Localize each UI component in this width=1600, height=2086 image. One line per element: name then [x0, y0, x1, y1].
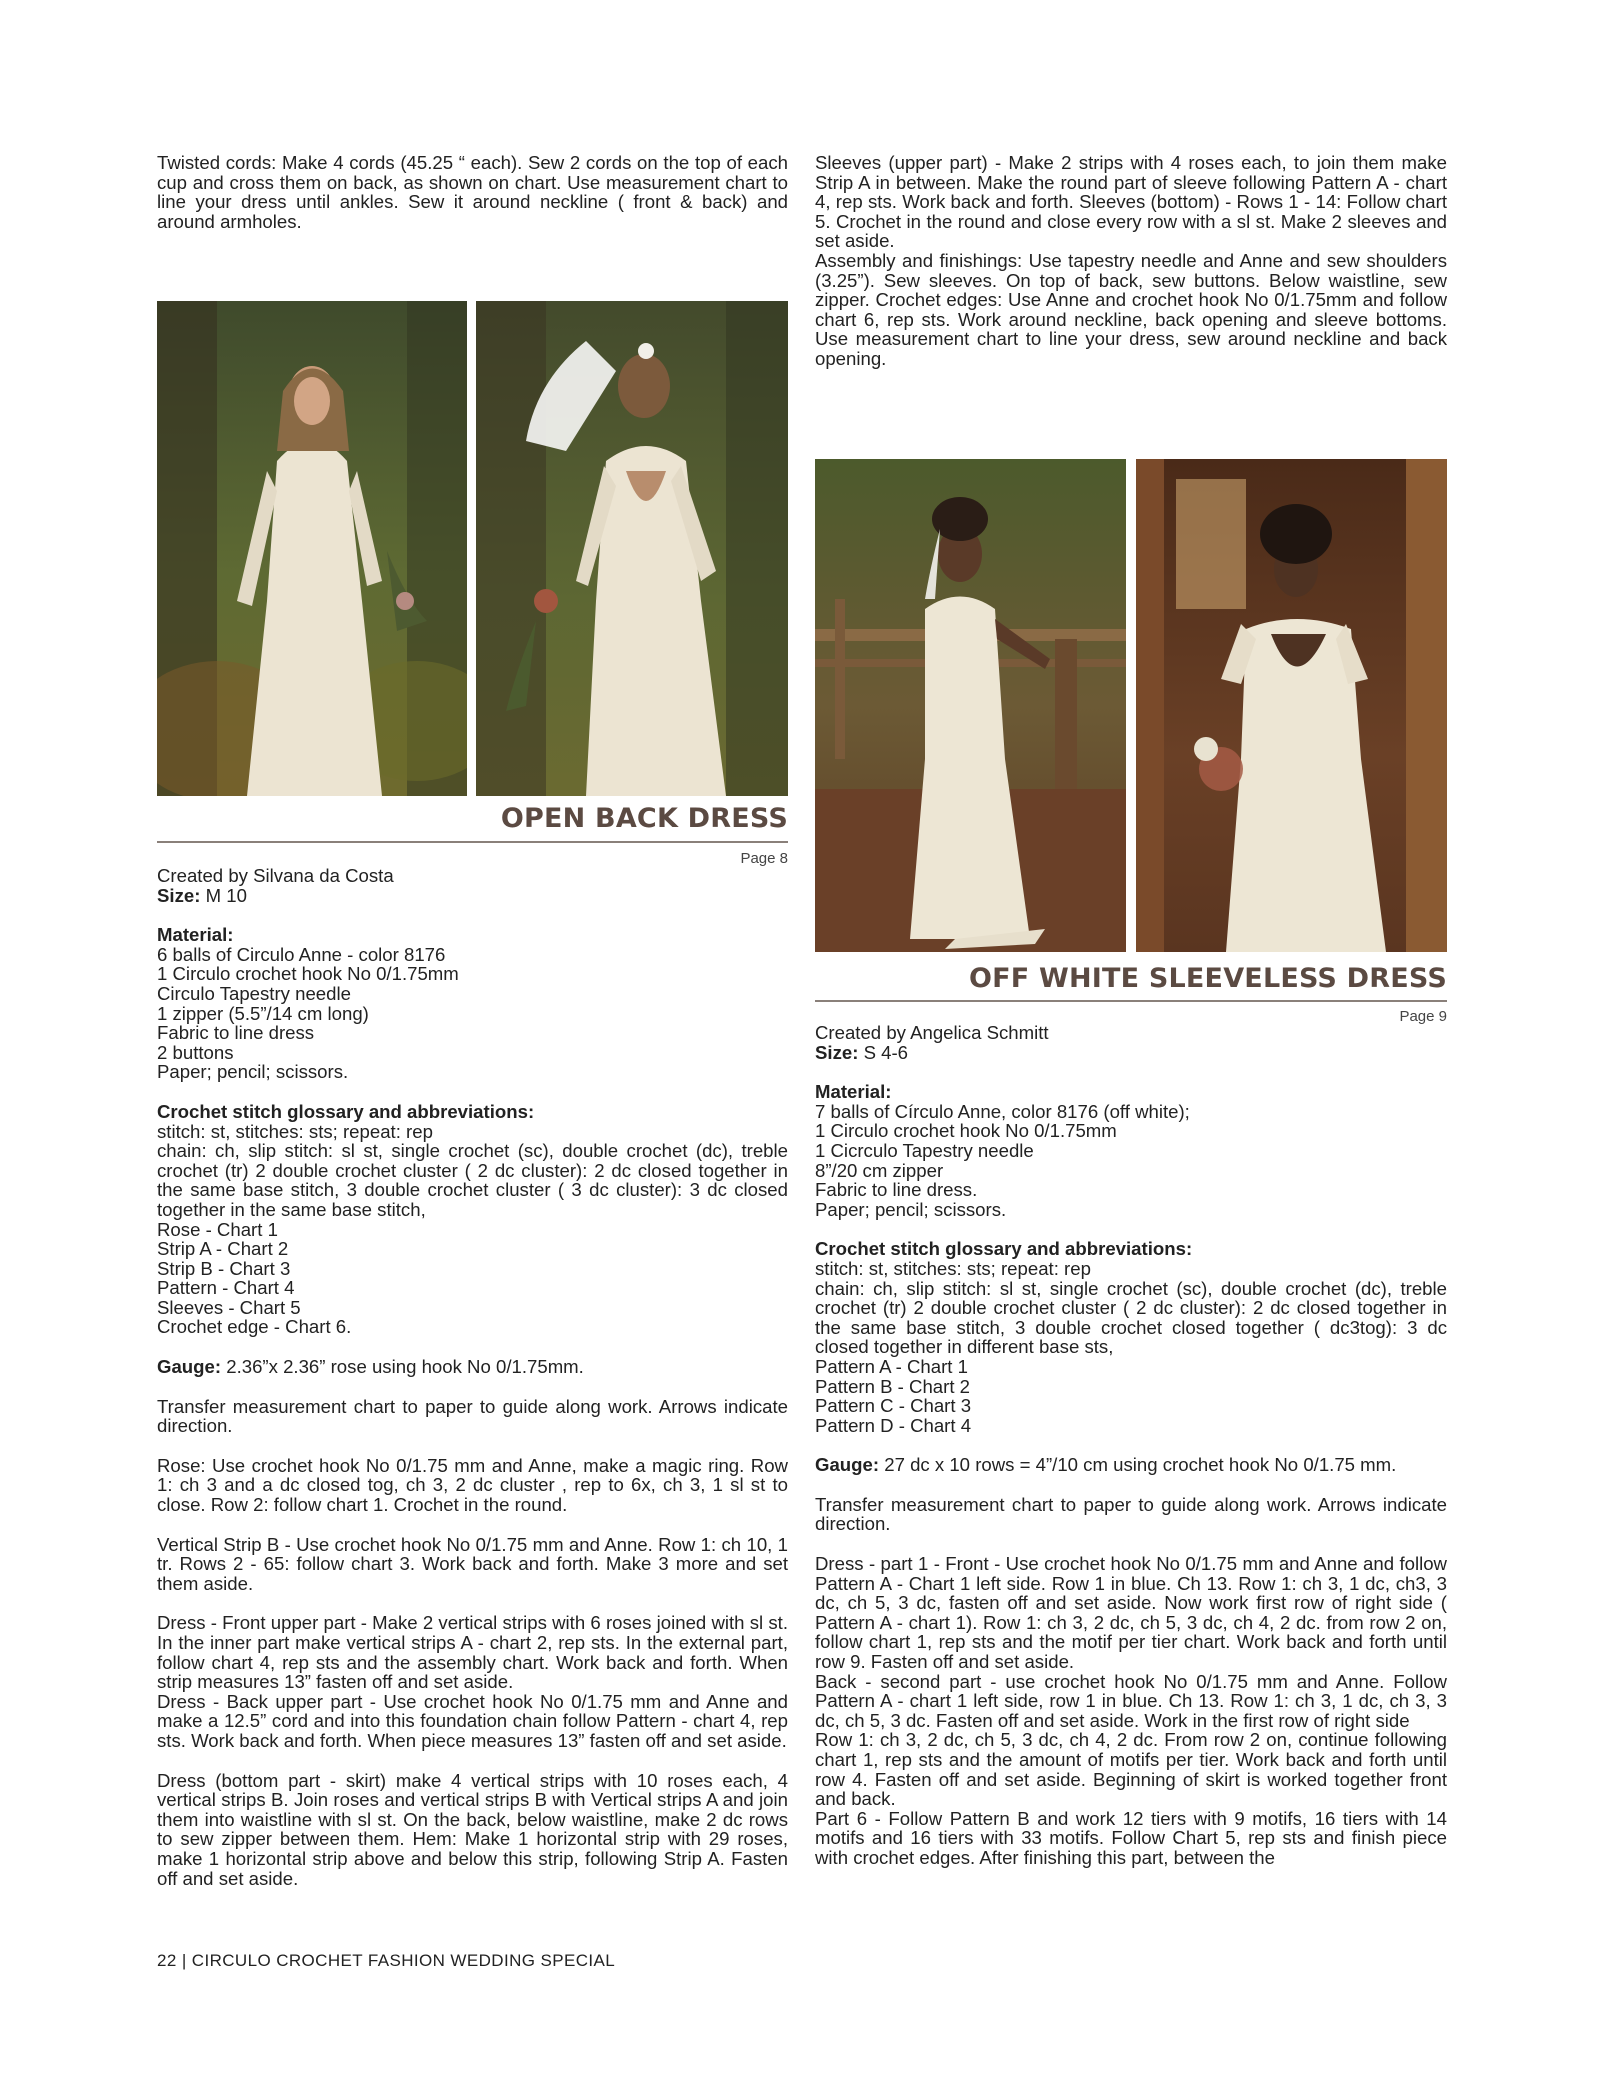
- gauge-label: Gauge:: [157, 1356, 222, 1378]
- size-line: [157, 886, 788, 906]
- gauge-line-right: [815, 1455, 1447, 1475]
- glossary-text-right: stitch: st, stitches: sts; repeat: rep chain: ch, slip stitch: sl st, single crochet (sc), double crochet (dc), treble crochet (tr) 2 double crochet cluster ( 2 dc cluster): 2 dc closed together in the same base stitch, 3 double crochet closed together ( dc3tog): 3 dc closed together in different base sts, Pattern A - Chart 1 Pattern B - Chart 2 Pattern C - Chart 3 Pattern D - Chart 4: [815, 1257, 1447, 1436]
- left-intro: [157, 153, 788, 231]
- glossary-heading-right: Crochet stitch glossary and abbreviations:: [815, 1238, 1193, 1260]
- front-back-upper-text: Dress - Front upper part - Make 2 vertical strips with 6 roses joined with sl st. In the inner part make vertical strips A - chart 2, rep sts. In the external part, follow chart 4, rep sts and the assembly chart. Work back and forth. When strip measures 13” fasten off and set aside. Dress - Back upper part - Use crochet hook No 0/1.75 mm and Anne and make a 12.5” cord and into this foundation chain follow Pattern - chart 4, rep sts. Work back and forth. When piece measures 13” fasten off and set aside.: [157, 1612, 788, 1751]
- transfer-text: Transfer measurement chart to paper to guide along work. Arrows indicate direction.: [157, 1395, 788, 1437]
- glossary-heading: Crochet stitch glossary and abbreviations:: [157, 1100, 535, 1122]
- strip-b-text: Vertical Strip B - Use crochet hook No 0/1.75 mm and Anne. Row 1: ch 10, 1 tr. Rows 2 - 65: follow chart 3. Work back and forth. Make 3 more and set them aside.: [157, 1533, 788, 1594]
- created-by-angelica: Created by Angelica Schmitt: [815, 1022, 1049, 1043]
- rose-text: Rose: Use crochet hook No 0/1.75 mm and Anne, make a magic ring. Row 1: ch 3 and a dc closed tog, ch 3, 2 dc cluster , rep to 6x, ch 3, 1 sl st to close. Row 2: follow chart 1. Crochet in the round.: [157, 1454, 788, 1516]
- gauge-value-right: 27 dc x 10 rows = 4”/10 cm using crochet hook No 0/1.75 mm.: [879, 1454, 1397, 1476]
- off-white-sleeveless-dress-title: OFF WHITE SLEEVELESS DRESS: [968, 963, 1447, 994]
- photo-open-back-rear: [476, 301, 788, 796]
- size-value-right: S 4-6: [858, 1041, 909, 1063]
- off-white-dress-instructions: [815, 1023, 1447, 1868]
- materials-list: 6 balls of Circulo Anne - color 8176 1 Circulo crochet hook No 0/1.75mm Circulo Tapestry needle 1 zipper (5.5”/14 cm long) Fabric to line dress 2 buttons Paper; pencil; scissors.: [157, 943, 459, 1083]
- open-back-dress-title: OPEN BACK DRESS: [500, 803, 788, 834]
- open-back-dress-rule: [157, 841, 788, 843]
- photo-sleeveless-front: [815, 459, 1126, 952]
- size-line-right: [815, 1043, 1447, 1063]
- gauge-value: 2.36”x 2.36” rose using hook No 0/1.75mm.: [221, 1356, 584, 1378]
- photo-sleeveless-back: [1136, 459, 1447, 952]
- materials-list-right: 7 balls of Círculo Anne, color 8176 (off white); 1 Circulo crochet hook No 0/1.75mm 1 Cicrculo Tapestry needle 8”/20 cm zipper Fabric to line dress. Paper; pencil; scissors.: [815, 1100, 1190, 1220]
- dress-parts-text: Dress - part 1 - Front - Use crochet hook No 0/1.75 mm and Anne and follow Pattern A - Chart 1 left side. Row 1 in blue. Ch 13. Row 1: ch 3, 1 dc, ch3, 3 dc, ch 5, 3 dc, fasten off and set aside. Now work first row of right side ( Pattern A - chart 1). Row 1: ch 3, 2 dc, ch 5, 3 dc, ch 4, 2 dc. from row 2 on, follow chart 1, rep sts and the motif per tier chart. Work back and forth until row 9. Fasten off and set aside. Back - second part - use crochet hook No 0/1.75 mm and Anne. Follow Pattern A - chart 1 left side, row 1 in blue. Ch 13. Row 1: ch 3, 1 dc, ch 3, 3 dc, ch 5, 3 dc. Fasten off and set aside. Work in the first row of right side Row 1: ch 3, 2 dc, ch 5, 3 dc, ch 4, 2 dc. From row 2 on, continue following chart 1, rep sts and the amount of motifs per tier. Work back and forth until row 4. Fasten off and set aside. Beginning of skirt is worked together front and back. Part 6 - Follow Pattern B and work 12 tiers with 9 motifs, 16 tiers with 14 motifs and 16 tiers with 33 motifs. Follow Chart 5, rep sts and finish piece with crochet edges. After finishing this part, between the: [815, 1553, 1447, 1868]
- material-heading-right: Material:: [815, 1081, 892, 1103]
- page-ref-8: Page 8: [740, 850, 788, 867]
- gauge-label-right: Gauge:: [815, 1454, 880, 1476]
- size-label: Size:: [157, 884, 201, 906]
- material-heading: Material:: [157, 924, 234, 946]
- open-back-dress-instructions: [157, 866, 788, 1888]
- skirt-text: Dress (bottom part - skirt) make 4 vertical strips with 10 roses each, 4 vertical strips B. Join roses and vertical strips B with Vertical strips A and join them into waistline with sl st. On the back, below waistline, make 2 dc rows to sew zipper between them. Hem: Make 1 horizontal strip with 29 roses, make 1 horizontal strip above and below this strip, following Strip A. Fasten off and set aside.: [157, 1769, 788, 1889]
- twisted-cords-text: Twisted cords: Make 4 cords (45.25 “ each). Sew 2 cords on the top of each cup and cross them on back, as shown on chart. Use measurement chart to line your dress until ankles. Sew it around neckline ( front & back) and around armholes.: [157, 152, 788, 232]
- page-ref-9: Page 9: [1399, 1008, 1447, 1025]
- page-footer: 22 | CIRCULO CROCHET FASHION WEDDING SPECIAL: [157, 1951, 616, 1970]
- created-by-silvana: Created by Silvana da Costa: [157, 865, 394, 886]
- transfer-text-right: Transfer measurement chart to paper to guide along work. Arrows indicate direction.: [815, 1493, 1447, 1535]
- sleeves-assembly-text: Sleeves (upper part) - Make 2 strips with 4 roses each, to join them make Strip A in between. Make the round part of sleeve following Pattern A - chart 4, rep sts. Work back and forth. Sleeves (bottom) - Rows 1 - 14: Follow chart 5. Crochet in the round and close every row with a sl st. Make 2 sleeves and set aside. Assembly and finishings: Use tapestry needle and Anne and sew shoulders (3.25”). Sew sleeves. On top of back, sew buttons. Below waistline, sew zipper. Crochet edges: Use Anne and crochet hook No 0/1.75mm and follow chart 6, rep sts. Work around neckline, back opening and sleeve bottoms. Use measurement chart to line your dress, sew around neckline and back opening.: [815, 152, 1447, 369]
- size-value: M 10: [200, 884, 247, 906]
- right-intro: [815, 153, 1447, 369]
- glossary-text: stitch: st, stitches: sts; repeat: rep chain: ch, slip stitch: sl st, single crochet (sc), double crochet (dc), treble crochet (tr) 2 double crochet cluster ( 2 dc cluster): 2 dc closed together in the same base stitch, 3 double crochet cluster ( 3 dc cluster): 3 dc closed together in the same base stitch, Rose - Chart 1 Strip A - Chart 2 Strip B - Chart 3 Pattern - Chart 4 Sleeves - Chart 5 Crochet edge - Chart 6.: [157, 1120, 788, 1338]
- off-white-sleeveless-rule: [815, 1000, 1447, 1002]
- size-label-right: Size:: [815, 1041, 859, 1063]
- gauge-line: [157, 1357, 788, 1377]
- photo-open-back-front: [157, 301, 467, 796]
